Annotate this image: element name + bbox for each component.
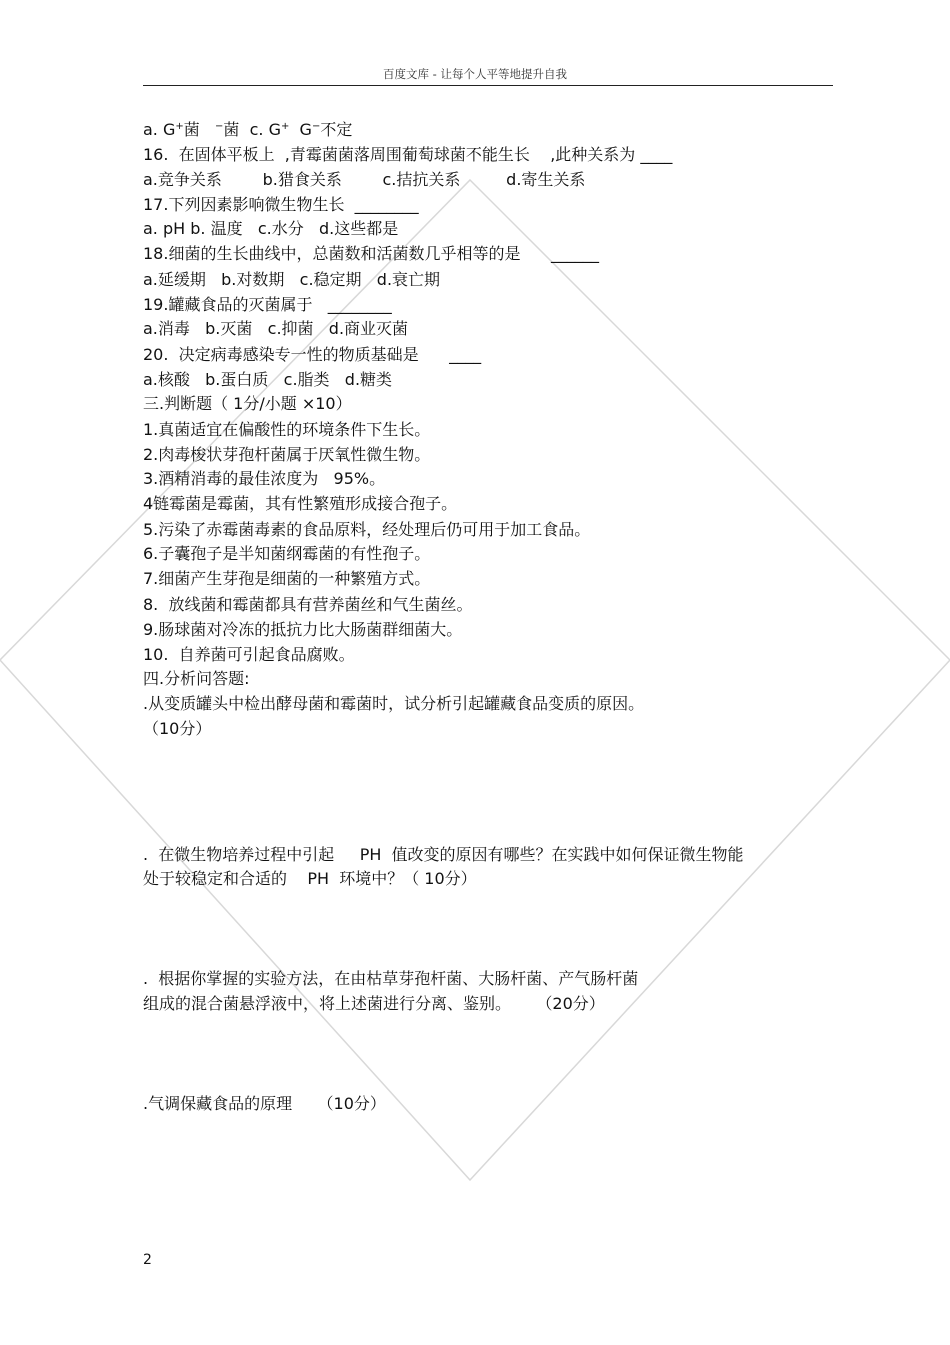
- question-20: 20. 决定病毒感染专一性的物质基础是 ____: [143, 345, 482, 364]
- judge-10: 10. 自养菌可引起食品腐败。: [143, 645, 355, 664]
- analysis-2-line-1: . 在微生物培养过程中引起 PH 值改变的原因有哪些？在实践中如何保证微生物能: [143, 845, 744, 864]
- question-20-options: a.核酸 b.蛋白质 c.脂类 d.糖类: [143, 370, 393, 389]
- section-4-heading: 四.分析问答题:: [143, 669, 250, 688]
- analysis-3-line-1: . 根据你掌握的实验方法，在由枯草芽孢杆菌、大肠杆菌、产气肠杆菌: [143, 969, 639, 988]
- question-19-options: a.消毒 b.灭菌 c.抑菌 d.商业灭菌: [143, 319, 409, 338]
- question-15-options: a. G+菌 −菌 c. G+ G−不定: [143, 120, 353, 139]
- judge-4: 4链霉菌是霉菌，其有性繁殖形成接合孢子。: [143, 494, 458, 513]
- judge-7: 7.细菌产生芽孢是细菌的一种繁殖方式。: [143, 569, 431, 588]
- page-header: 百度文库 - 让每个人平等地提升自我: [383, 67, 567, 81]
- question-18-options: a.延缓期 b.对数期 c.稳定期 d.衰亡期: [143, 270, 441, 289]
- judge-9: 9.肠球菌对冷冻的抵抗力比大肠菌群细菌大。: [143, 620, 463, 639]
- judge-3: 3.酒精消毒的最佳浓度为 95%。: [143, 469, 386, 488]
- judge-8: 8. 放线菌和霉菌都具有营养菌丝和气生菌丝。: [143, 595, 473, 614]
- analysis-1: .从变质罐头中检出酵母菌和霉菌时，试分析引起罐藏食品变质的原因。: [143, 694, 645, 713]
- analysis-1-score: （10分）: [143, 719, 212, 738]
- question-18: 18.细菌的生长曲线中，总菌数和活菌数几乎相等的是 ______: [143, 244, 599, 263]
- section-3-heading: 三.判断题（ 1分/小题 ×10）: [143, 394, 352, 413]
- header-rule: [143, 85, 833, 86]
- analysis-2-line-2: 处于较稳定和合适的 PH 环境中？（ 10分）: [143, 869, 477, 888]
- judge-2: 2.肉毒梭状芽孢杆菌属于厌氧性微生物。: [143, 445, 431, 464]
- analysis-3-line-2: 组成的混合菌悬浮液中，将上述菌进行分离、鉴别。 （20分）: [143, 994, 605, 1013]
- judge-1: 1.真菌适宜在偏酸性的环境条件下生长。: [143, 420, 431, 439]
- judge-5: 5.污染了赤霉菌毒素的食品原料，经处理后仍可用于加工食品。: [143, 520, 591, 539]
- question-17: 17.下列因素影响微生物生长 ________: [143, 195, 419, 214]
- question-17-options: a. pH b. 温度 c.水分 d.这些都是: [143, 219, 399, 238]
- page-number: 2: [143, 1252, 152, 1268]
- question-19: 19.罐藏食品的灭菌属于 ________: [143, 295, 392, 314]
- question-16-options: a.竞争关系 b.猎食关系 c.拮抗关系 d.寄生关系: [143, 170, 586, 189]
- analysis-4: .气调保藏食品的原理 （10分）: [143, 1094, 386, 1113]
- judge-6: 6.子囊孢子是半知菌纲霉菌的有性孢子。: [143, 544, 431, 563]
- question-16: 16. 在固体平板上 ,青霉菌菌落周围葡萄球菌不能生长 ,此种关系为 ____: [143, 145, 673, 164]
